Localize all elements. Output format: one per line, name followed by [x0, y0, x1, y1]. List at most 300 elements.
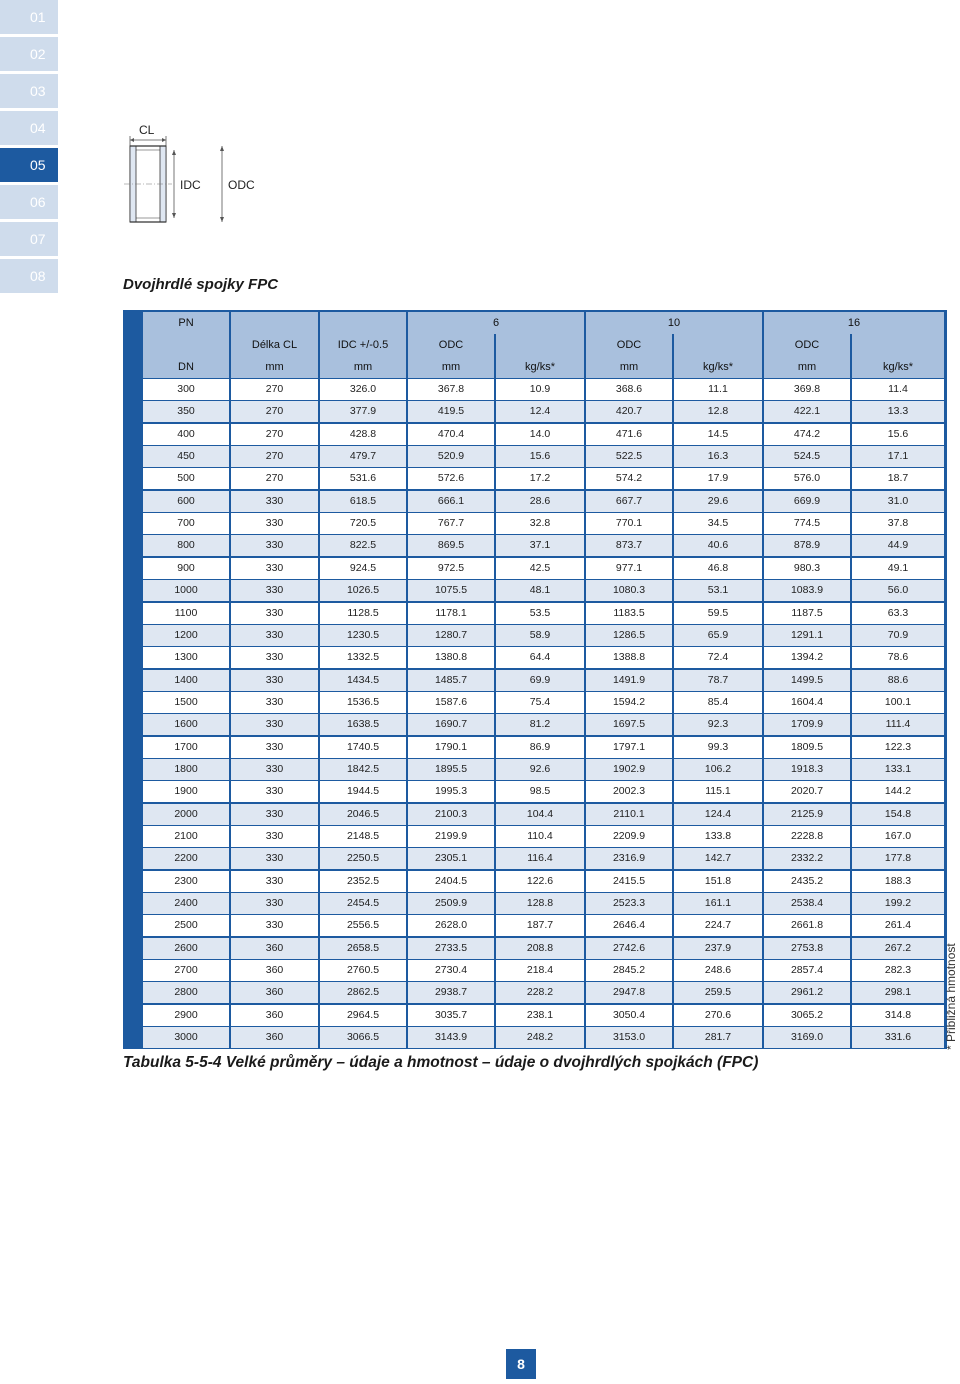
cell-kg-pn6: 98.5: [496, 781, 584, 802]
cell-kg-pn16: 261.4: [852, 915, 944, 936]
cell-kg-pn16: 37.8: [852, 513, 944, 534]
cell-dn: 1900: [143, 781, 229, 802]
cell-idc: 1434.5: [320, 670, 406, 691]
cell-kg-pn6: 122.6: [496, 871, 584, 892]
cell-kg-pn16: 133.1: [852, 759, 944, 780]
cell-kg-pn16: 267.2: [852, 938, 944, 959]
cell-kg-pn16: 78.6: [852, 647, 944, 668]
cell-idc: 1944.5: [320, 781, 406, 802]
cell-delka: 330: [231, 513, 318, 534]
cell-dn: 300: [143, 379, 229, 400]
cell-kg-pn10: 16.3: [674, 446, 762, 467]
chapter-tab-02[interactable]: 02: [0, 37, 58, 71]
cell-delka: 330: [231, 692, 318, 713]
cell-odc-pn10: 667.7: [586, 491, 672, 512]
header-unit-delka: mm: [231, 356, 318, 378]
cell-odc-pn16: 3169.0: [764, 1027, 850, 1048]
header-delka-cl: Délka CL: [231, 334, 318, 356]
cell-delka: 270: [231, 446, 318, 467]
cell-odc-pn6: 972.5: [408, 558, 494, 579]
table-caption: Tabulka 5-5-4 Velké průměry – údaje a hmotnost – údaje o dvojhrdlých spojkách (FPC): [123, 1054, 759, 1071]
cell-odc-pn6: 1995.3: [408, 781, 494, 802]
cell-dn: 900: [143, 558, 229, 579]
cell-dn: 1400: [143, 670, 229, 691]
cell-kg-pn10: 259.5: [674, 982, 762, 1003]
cell-delka: 360: [231, 982, 318, 1003]
header-pn: PN: [143, 312, 229, 334]
chapter-tab-01[interactable]: 01: [0, 0, 58, 34]
cell-kg-pn6: 14.0: [496, 424, 584, 445]
cell-odc-pn10: 2316.9: [586, 848, 672, 869]
cell-odc-pn6: 470.4: [408, 424, 494, 445]
cell-kg-pn10: 12.8: [674, 401, 762, 422]
cell-idc: 2352.5: [320, 871, 406, 892]
cell-odc-pn16: 1709.9: [764, 714, 850, 735]
cell-odc-pn10: 522.5: [586, 446, 672, 467]
cell-kg-pn10: 99.3: [674, 737, 762, 758]
cell-dn: 2200: [143, 848, 229, 869]
cell-kg-pn10: 92.3: [674, 714, 762, 735]
cell-kg-pn16: 63.3: [852, 603, 944, 624]
cell-kg-pn10: 29.6: [674, 491, 762, 512]
cell-odc-pn6: 2509.9: [408, 893, 494, 914]
cell-dn: 800: [143, 535, 229, 556]
cell-odc-pn16: 2961.2: [764, 982, 850, 1003]
cell-odc-pn10: 1183.5: [586, 603, 672, 624]
cell-odc-pn6: 520.9: [408, 446, 494, 467]
cell-odc-pn10: 2110.1: [586, 804, 672, 825]
cell-kg-pn6: 228.2: [496, 982, 584, 1003]
cell-kg-pn10: 133.8: [674, 826, 762, 847]
cell-delka: 330: [231, 871, 318, 892]
cell-kg-pn10: 17.9: [674, 468, 762, 489]
cell-delka: 330: [231, 804, 318, 825]
cell-kg-pn16: 282.3: [852, 960, 944, 981]
cell-kg-pn6: 28.6: [496, 491, 584, 512]
cell-dn: 2300: [143, 871, 229, 892]
cell-kg-pn10: 106.2: [674, 759, 762, 780]
cell-odc-pn16: 2435.2: [764, 871, 850, 892]
cell-delka: 330: [231, 759, 318, 780]
header-empty: [496, 334, 584, 356]
cell-odc-pn6: 1895.5: [408, 759, 494, 780]
cell-odc-pn6: 2100.3: [408, 804, 494, 825]
cell-delka: 360: [231, 960, 318, 981]
cell-kg-pn6: 218.4: [496, 960, 584, 981]
cell-odc-pn6: 572.6: [408, 468, 494, 489]
cell-delka: 330: [231, 714, 318, 735]
chapter-tab-08[interactable]: 08: [0, 259, 58, 293]
cell-odc-pn10: 2209.9: [586, 826, 672, 847]
cell-odc-pn10: 1697.5: [586, 714, 672, 735]
header-unit-kg-pn10: kg/ks*: [674, 356, 762, 378]
diagram-odc-label: ODC: [228, 178, 255, 192]
cell-kg-pn10: 281.7: [674, 1027, 762, 1048]
cell-kg-pn6: 69.9: [496, 670, 584, 691]
cell-odc-pn16: 1499.5: [764, 670, 850, 691]
cell-kg-pn16: 154.8: [852, 804, 944, 825]
cell-odc-pn10: 3050.4: [586, 1005, 672, 1026]
cell-idc: 1536.5: [320, 692, 406, 713]
cell-kg-pn16: 13.3: [852, 401, 944, 422]
cell-idc: 1128.5: [320, 603, 406, 624]
cell-dn: 450: [143, 446, 229, 467]
cell-odc-pn10: 1491.9: [586, 670, 672, 691]
cell-kg-pn6: 86.9: [496, 737, 584, 758]
cell-odc-pn10: 2845.2: [586, 960, 672, 981]
chapter-tab-06[interactable]: 06: [0, 185, 58, 219]
cell-delka: 270: [231, 424, 318, 445]
cell-odc-pn10: 2947.8: [586, 982, 672, 1003]
cell-delka: 270: [231, 468, 318, 489]
cell-odc-pn6: 1075.5: [408, 580, 494, 601]
cell-odc-pn16: 1083.9: [764, 580, 850, 601]
cell-kg-pn10: 237.9: [674, 938, 762, 959]
cell-kg-pn6: 32.8: [496, 513, 584, 534]
cell-idc: 479.7: [320, 446, 406, 467]
cell-odc-pn6: 2628.0: [408, 915, 494, 936]
cell-kg-pn10: 248.6: [674, 960, 762, 981]
cell-dn: 1000: [143, 580, 229, 601]
cell-odc-pn6: 1587.6: [408, 692, 494, 713]
cell-odc-pn10: 3153.0: [586, 1027, 672, 1048]
cell-kg-pn16: 70.9: [852, 625, 944, 646]
cell-kg-pn6: 238.1: [496, 1005, 584, 1026]
weight-footnote: * Přibližná hmotnost: [944, 943, 958, 1050]
cell-odc-pn6: 2199.9: [408, 826, 494, 847]
header-unit-odc-pn10: mm: [586, 356, 672, 378]
cell-odc-pn16: 2332.2: [764, 848, 850, 869]
cell-odc-pn16: 2857.4: [764, 960, 850, 981]
cell-kg-pn6: 116.4: [496, 848, 584, 869]
cell-dn: 2800: [143, 982, 229, 1003]
cell-delka: 330: [231, 535, 318, 556]
cell-odc-pn6: 1790.1: [408, 737, 494, 758]
cell-dn: 2900: [143, 1005, 229, 1026]
cell-dn: 3000: [143, 1027, 229, 1048]
header-odc-pn6: ODC: [408, 334, 494, 356]
cell-idc: 428.8: [320, 424, 406, 445]
cell-odc-pn16: 3065.2: [764, 1005, 850, 1026]
cell-odc-pn16: 2538.4: [764, 893, 850, 914]
cell-kg-pn6: 128.8: [496, 893, 584, 914]
cell-dn: 600: [143, 491, 229, 512]
cell-kg-pn10: 142.7: [674, 848, 762, 869]
cell-kg-pn10: 65.9: [674, 625, 762, 646]
cell-kg-pn10: 270.6: [674, 1005, 762, 1026]
header-empty: [320, 312, 406, 334]
cell-idc: 2250.5: [320, 848, 406, 869]
cell-odc-pn10: 770.1: [586, 513, 672, 534]
cell-odc-pn10: 368.6: [586, 379, 672, 400]
cell-odc-pn16: 2125.9: [764, 804, 850, 825]
cell-delka: 360: [231, 1005, 318, 1026]
cell-idc: 924.5: [320, 558, 406, 579]
cell-odc-pn16: 1187.5: [764, 603, 850, 624]
cell-odc-pn10: 420.7: [586, 401, 672, 422]
cell-kg-pn16: 188.3: [852, 871, 944, 892]
header-empty: [674, 334, 762, 356]
cell-idc: 1740.5: [320, 737, 406, 758]
cell-odc-pn16: 2228.8: [764, 826, 850, 847]
cell-odc-pn16: 2020.7: [764, 781, 850, 802]
cell-kg-pn10: 72.4: [674, 647, 762, 668]
cell-kg-pn10: 161.1: [674, 893, 762, 914]
cell-kg-pn6: 75.4: [496, 692, 584, 713]
cell-odc-pn6: 666.1: [408, 491, 494, 512]
cell-odc-pn10: 977.1: [586, 558, 672, 579]
chapter-tab-03[interactable]: 03: [0, 74, 58, 108]
cell-dn: 1700: [143, 737, 229, 758]
cell-delka: 330: [231, 781, 318, 802]
cell-delka: 330: [231, 737, 318, 758]
cell-kg-pn16: 88.6: [852, 670, 944, 691]
cell-kg-pn16: 122.3: [852, 737, 944, 758]
cell-odc-pn16: 2661.8: [764, 915, 850, 936]
cell-delka: 330: [231, 670, 318, 691]
cell-kg-pn6: 110.4: [496, 826, 584, 847]
cell-kg-pn16: 298.1: [852, 982, 944, 1003]
cell-odc-pn10: 1797.1: [586, 737, 672, 758]
cell-odc-pn10: 1594.2: [586, 692, 672, 713]
cell-odc-pn6: 2733.5: [408, 938, 494, 959]
cell-odc-pn6: 767.7: [408, 513, 494, 534]
cell-odc-pn16: 1394.2: [764, 647, 850, 668]
cell-kg-pn16: 111.4: [852, 714, 944, 735]
cell-odc-pn16: 2753.8: [764, 938, 850, 959]
cell-kg-pn6: 42.5: [496, 558, 584, 579]
cell-kg-pn10: 53.1: [674, 580, 762, 601]
cell-kg-pn16: 15.6: [852, 424, 944, 445]
cell-odc-pn16: 774.5: [764, 513, 850, 534]
cell-delka: 330: [231, 603, 318, 624]
cell-delka: 330: [231, 893, 318, 914]
cell-delka: 330: [231, 915, 318, 936]
cell-kg-pn16: 331.6: [852, 1027, 944, 1048]
cell-delka: 360: [231, 938, 318, 959]
cell-odc-pn10: 2002.3: [586, 781, 672, 802]
cell-kg-pn16: 100.1: [852, 692, 944, 713]
cell-odc-pn16: 422.1: [764, 401, 850, 422]
diagram-cl-label: CL: [139, 123, 155, 137]
cell-odc-pn16: 669.9: [764, 491, 850, 512]
chapter-tab-07[interactable]: 07: [0, 222, 58, 256]
cell-delka: 270: [231, 379, 318, 400]
cell-kg-pn6: 81.2: [496, 714, 584, 735]
cell-odc-pn6: 2404.5: [408, 871, 494, 892]
cell-idc: 618.5: [320, 491, 406, 512]
section-title: Dvojhrdlé spojky FPC: [123, 276, 279, 293]
cell-odc-pn10: 1902.9: [586, 759, 672, 780]
cell-dn: 2000: [143, 804, 229, 825]
cell-idc: 326.0: [320, 379, 406, 400]
cell-odc-pn6: 1485.7: [408, 670, 494, 691]
cell-kg-pn6: 58.9: [496, 625, 584, 646]
header-empty: [143, 334, 229, 356]
page-number: 8: [506, 1349, 536, 1379]
cell-odc-pn6: 1690.7: [408, 714, 494, 735]
cell-odc-pn6: 2730.4: [408, 960, 494, 981]
cell-kg-pn16: 49.1: [852, 558, 944, 579]
cell-odc-pn6: 1178.1: [408, 603, 494, 624]
cell-kg-pn16: 144.2: [852, 781, 944, 802]
header-odc-pn16: ODC: [764, 334, 850, 356]
cell-kg-pn6: 53.5: [496, 603, 584, 624]
cell-odc-pn10: 2415.5: [586, 871, 672, 892]
cell-kg-pn10: 151.8: [674, 871, 762, 892]
cell-idc: 1332.5: [320, 647, 406, 668]
cell-kg-pn16: 17.1: [852, 446, 944, 467]
cell-odc-pn16: 1809.5: [764, 737, 850, 758]
cell-delka: 330: [231, 848, 318, 869]
cell-kg-pn6: 104.4: [496, 804, 584, 825]
cell-delka: 330: [231, 558, 318, 579]
cell-idc: 1842.5: [320, 759, 406, 780]
header-empty: [231, 312, 318, 334]
header-unit-dn: DN: [143, 356, 229, 378]
cell-odc-pn10: 574.2: [586, 468, 672, 489]
cell-delka: 330: [231, 491, 318, 512]
cell-idc: 377.9: [320, 401, 406, 422]
cell-odc-pn10: 471.6: [586, 424, 672, 445]
cell-idc: 720.5: [320, 513, 406, 534]
cell-odc-pn6: 1380.8: [408, 647, 494, 668]
cell-kg-pn6: 10.9: [496, 379, 584, 400]
cell-idc: 2454.5: [320, 893, 406, 914]
cell-kg-pn16: 199.2: [852, 893, 944, 914]
cell-kg-pn10: 34.5: [674, 513, 762, 534]
cell-delka: 270: [231, 401, 318, 422]
header-odc-pn10: ODC: [586, 334, 672, 356]
cell-odc-pn6: 367.8: [408, 379, 494, 400]
diagram-idc-label: IDC: [180, 178, 201, 192]
header-empty: [852, 334, 944, 356]
cell-kg-pn16: 314.8: [852, 1005, 944, 1026]
chapter-tab-05[interactable]: 05: [0, 148, 58, 182]
cell-kg-pn16: 31.0: [852, 491, 944, 512]
cell-odc-pn16: 1291.1: [764, 625, 850, 646]
cell-delka: 330: [231, 625, 318, 646]
cell-delka: 360: [231, 1027, 318, 1048]
cell-dn: 400: [143, 424, 229, 445]
cell-kg-pn16: 177.8: [852, 848, 944, 869]
cell-kg-pn10: 40.6: [674, 535, 762, 556]
cell-kg-pn10: 78.7: [674, 670, 762, 691]
cell-kg-pn10: 59.5: [674, 603, 762, 624]
chapter-tab-04[interactable]: 04: [0, 111, 58, 145]
cell-idc: 2658.5: [320, 938, 406, 959]
cell-kg-pn10: 11.1: [674, 379, 762, 400]
cell-odc-pn6: 869.5: [408, 535, 494, 556]
cell-odc-pn10: 2523.3: [586, 893, 672, 914]
fpc-table: [123, 310, 947, 1049]
cell-odc-pn16: 524.5: [764, 446, 850, 467]
cell-dn: 700: [143, 513, 229, 534]
cell-odc-pn16: 980.3: [764, 558, 850, 579]
cell-dn: 2100: [143, 826, 229, 847]
cell-dn: 2700: [143, 960, 229, 981]
cell-delka: 330: [231, 580, 318, 601]
cell-kg-pn6: 64.4: [496, 647, 584, 668]
cell-odc-pn6: 2938.7: [408, 982, 494, 1003]
cell-odc-pn16: 878.9: [764, 535, 850, 556]
cell-kg-pn6: 37.1: [496, 535, 584, 556]
cell-kg-pn6: 248.2: [496, 1027, 584, 1048]
cell-kg-pn6: 17.2: [496, 468, 584, 489]
cell-dn: 1300: [143, 647, 229, 668]
cell-dn: 2400: [143, 893, 229, 914]
cell-idc: 1026.5: [320, 580, 406, 601]
cell-odc-pn16: 1604.4: [764, 692, 850, 713]
cell-kg-pn10: 224.7: [674, 915, 762, 936]
header-idc: IDC +/-0.5: [320, 334, 406, 356]
cell-odc-pn6: 3035.7: [408, 1005, 494, 1026]
header-unit-idc: mm: [320, 356, 406, 378]
cell-kg-pn16: 56.0: [852, 580, 944, 601]
cell-idc: 1638.5: [320, 714, 406, 735]
cell-idc: 2556.5: [320, 915, 406, 936]
cell-idc: 822.5: [320, 535, 406, 556]
cell-odc-pn16: 576.0: [764, 468, 850, 489]
cell-dn: 1200: [143, 625, 229, 646]
cell-kg-pn10: 124.4: [674, 804, 762, 825]
cell-kg-pn16: 44.9: [852, 535, 944, 556]
cell-kg-pn16: 18.7: [852, 468, 944, 489]
cell-idc: 531.6: [320, 468, 406, 489]
cell-kg-pn10: 46.8: [674, 558, 762, 579]
cell-dn: 1100: [143, 603, 229, 624]
header-pn-10: 10: [586, 312, 762, 334]
cell-kg-pn16: 11.4: [852, 379, 944, 400]
header-unit-odc-pn16: mm: [764, 356, 850, 378]
cell-odc-pn6: 419.5: [408, 401, 494, 422]
cell-idc: 3066.5: [320, 1027, 406, 1048]
header-unit-odc-pn6: mm: [408, 356, 494, 378]
cell-kg-pn16: 167.0: [852, 826, 944, 847]
cell-kg-pn6: 92.6: [496, 759, 584, 780]
cell-dn: 1500: [143, 692, 229, 713]
cell-idc: 2046.5: [320, 804, 406, 825]
cell-kg-pn6: 48.1: [496, 580, 584, 601]
cell-odc-pn16: 1918.3: [764, 759, 850, 780]
cell-kg-pn10: 85.4: [674, 692, 762, 713]
cell-kg-pn6: 187.7: [496, 915, 584, 936]
cell-odc-pn10: 2646.4: [586, 915, 672, 936]
cell-idc: 2760.5: [320, 960, 406, 981]
header-pn-6: 6: [408, 312, 584, 334]
cell-dn: 2600: [143, 938, 229, 959]
cell-idc: 2862.5: [320, 982, 406, 1003]
header-pn-16: 16: [764, 312, 944, 334]
cell-odc-pn10: 2742.6: [586, 938, 672, 959]
cell-kg-pn10: 115.1: [674, 781, 762, 802]
cell-odc-pn10: 1388.8: [586, 647, 672, 668]
cell-odc-pn6: 1280.7: [408, 625, 494, 646]
cell-idc: 2964.5: [320, 1005, 406, 1026]
cell-idc: 2148.5: [320, 826, 406, 847]
cell-odc-pn16: 474.2: [764, 424, 850, 445]
cell-delka: 330: [231, 826, 318, 847]
cell-idc: 1230.5: [320, 625, 406, 646]
cell-kg-pn6: 208.8: [496, 938, 584, 959]
cell-dn: 350: [143, 401, 229, 422]
cell-dn: 2500: [143, 915, 229, 936]
cell-odc-pn6: 3143.9: [408, 1027, 494, 1048]
coupling-diagram: [118, 112, 278, 232]
cell-dn: 1600: [143, 714, 229, 735]
cell-odc-pn10: 873.7: [586, 535, 672, 556]
cell-kg-pn10: 14.5: [674, 424, 762, 445]
